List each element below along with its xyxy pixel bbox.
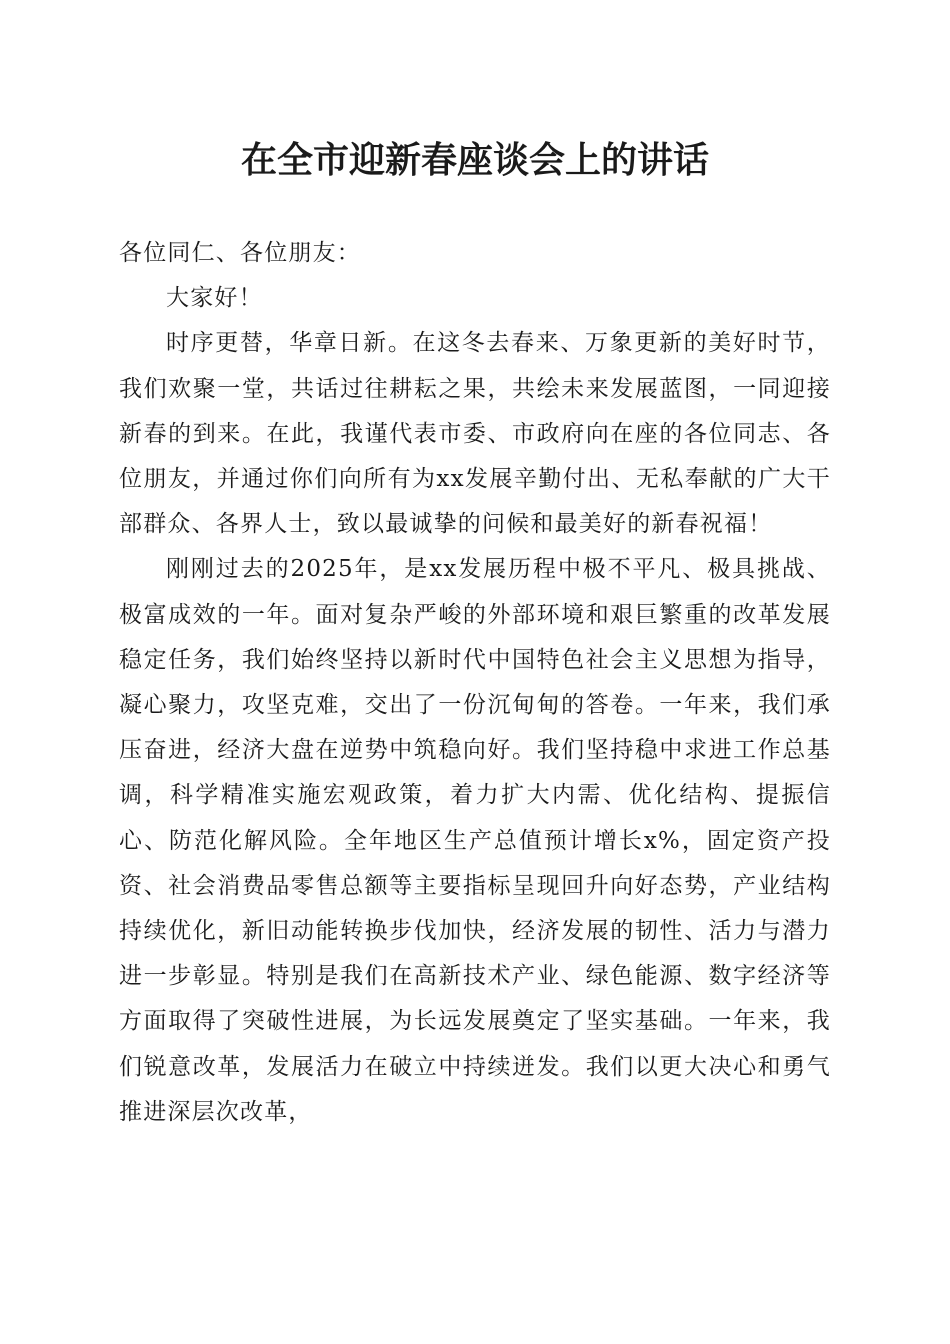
paragraph-new-year-wishes: 时序更替，华章日新。在这冬去春来、万象更新的美好时节，我们欢聚一堂，共话过往耕耘之果，共绘未来发展蓝图，一同迎接新春的到来。在此，我谨代表市委、市政府向在座的各位同志、各位朋友，并通过你们向所有为xx发展辛勤付出、无私奉献的广大干部群众、各界人士，致以最诚挚的问候和最美好的新春祝福！ — [119, 330, 831, 538]
document-title: 在全市迎新春座谈会上的讲话 — [240, 139, 709, 181]
paragraph-year-review: 刚刚过去的2025年，是xx发展历程中极不平凡、极具挑战、极富成效的一年。面对复杂严峻的外部环境和艰巨繁重的改革发展稳定任务，我们始终坚持以新时代中国特色社会主义思想为指导，凝心聚力，攻坚克难，交出了一份沉甸甸的答卷。一年来，我们承压奋进，经济大盘在逆势中筑稳向好。我们坚持稳中求进工作总基调，科学精准实施宏观政策，着力扩大内需、优化结构、提振信心、防范化解风险。全年地区生产总值预计增长x%，固定资产投资、社会消费品零售总额等主要指标呈现回升向好态势，产业结构持续优化，新旧动能转换步伐加快，经济发展的韧性、活力与潜力进一步彰显。特别是我们在高新技术产业、绿色能源、数字经济等方面取得了突破性进展，为长远发展奠定了坚实基础。一年来，我们锐意改革，发展活力在破立中持续迸发。我们以更大决心和勇气推进深层次改革， — [119, 556, 831, 1125]
salutation: 各位同仁、各位朋友： — [119, 240, 361, 266]
paragraph-greeting: 大家好！ — [166, 285, 263, 312]
document-body — [119, 231, 831, 1135]
